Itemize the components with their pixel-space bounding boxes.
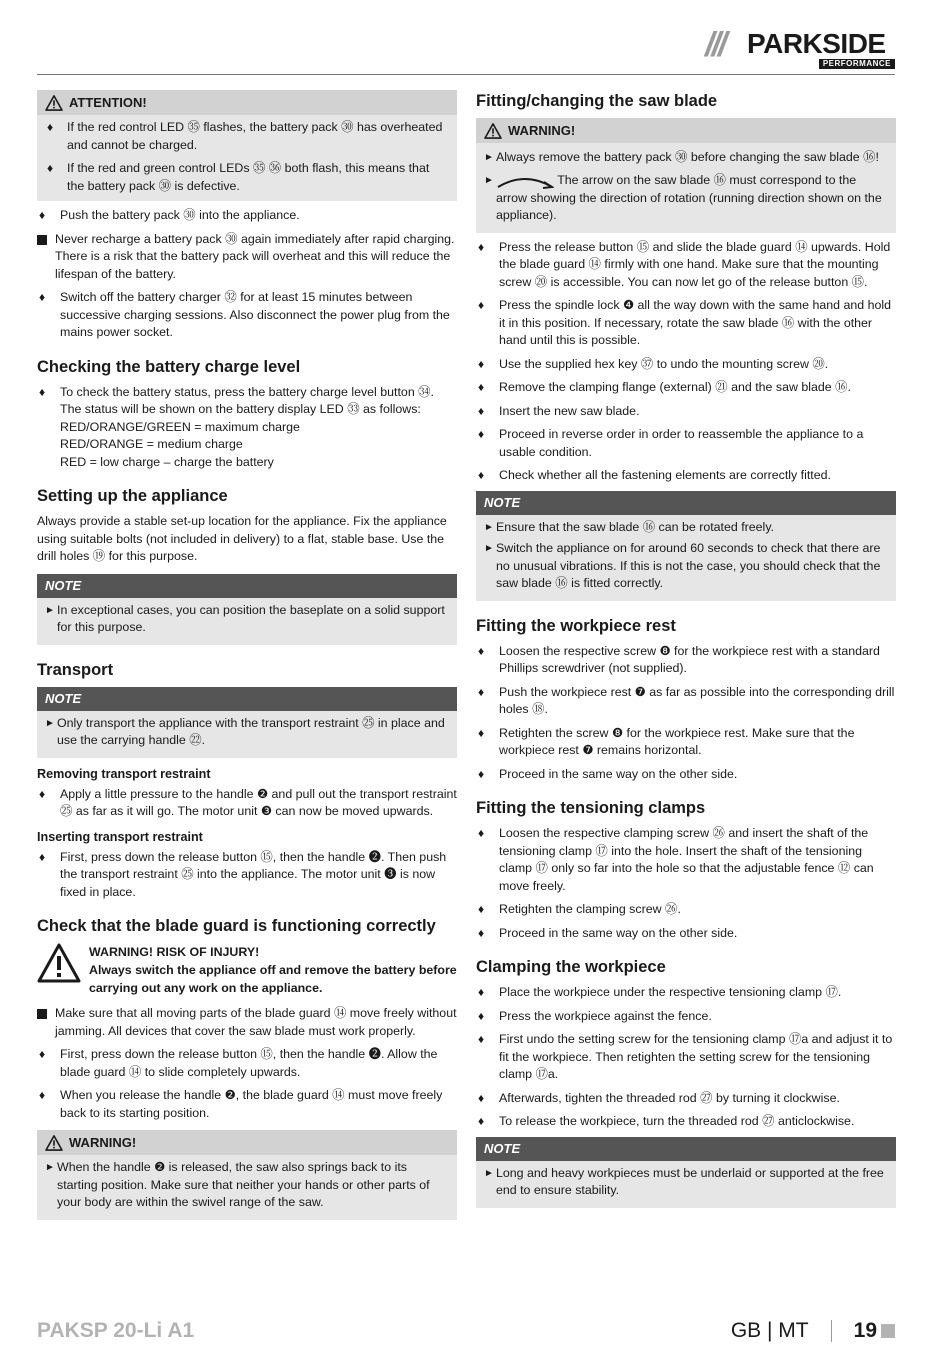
- brand-slashes: ///: [705, 26, 725, 64]
- list-item: [476, 684, 896, 719]
- list-item: [476, 901, 896, 919]
- attention-header: [37, 90, 457, 115]
- list-item: [37, 384, 457, 472]
- arrow-bullet-icon: ►: [45, 1162, 55, 1173]
- subsection-title-removing: Removing transport restraint: [37, 766, 211, 781]
- list-item-text: Push the battery pack ㉚ into the appliance.: [60, 208, 300, 222]
- list-item-text: Press the release button ⑮ and slide the blade guard ⑭ upwards. Hold the blade guard ⑭ firmly with one hand. Make sure that the mounting screw ⑳ is accessible. You can now let go of the release button ⑮.: [499, 239, 891, 289]
- list-item: [45, 1159, 449, 1212]
- note-header: NOTE: [37, 687, 457, 711]
- list-item: [484, 147, 888, 168]
- list-item-text: Apply a little pressure to the handle ❷ and pull out the transport restraint ㉕ as far as it will go. The motor unit ❸ can now be moved upwards.: [60, 786, 457, 818]
- injury-warning-title: WARNING! RISK OF INJURY!: [89, 945, 260, 959]
- list-item-text: Always remove the battery pack ㉚ before changing the saw blade ⑯!: [496, 150, 879, 164]
- diamond-bullet-icon: ♦: [478, 1090, 485, 1105]
- list-item-text: Place the workpiece under the respective tensioning clamp ⑰.: [499, 985, 842, 999]
- warning-triangle-icon: [45, 1135, 63, 1151]
- list-item: [37, 207, 457, 225]
- footer-page-info: [731, 1318, 895, 1344]
- footer-language: GB | MT: [730, 1319, 809, 1342]
- diamond-bullet-icon: ♦: [478, 356, 485, 371]
- section-title-sawblade: Fitting/changing the saw blade: [476, 92, 718, 110]
- section-title-charge: Checking the battery charge level: [37, 357, 301, 376]
- list-item-text: Use the supplied hex key ㊲ to undo the mounting screw ⑳.: [499, 356, 829, 371]
- list-item: [476, 403, 896, 421]
- diamond-bullet-icon: ♦: [478, 1114, 485, 1128]
- list-item: [476, 925, 896, 943]
- list-item: [476, 766, 896, 784]
- diamond-bullet-icon: ♦: [39, 384, 46, 399]
- list-item-text: Remove the clamping flange (external) ㉑ and the saw blade ⑯.: [499, 380, 851, 394]
- diamond-bullet-icon: ♦: [39, 1047, 46, 1061]
- note-header: NOTE: [476, 491, 896, 515]
- diamond-bullet-icon: ♦: [478, 643, 485, 658]
- section-title-clamping: Clamping the workpiece: [476, 958, 666, 976]
- footer-divider: [831, 1320, 832, 1342]
- list-item-text: First, press down the release button ⑮, then the handle ❷. Allow the blade guard ⑭ to slide completely upwards.: [60, 1047, 438, 1079]
- list-item-text: Afterwards, tighten the threaded rod ㉗ by turning it clockwise.: [499, 1090, 840, 1105]
- clamping-note-box: [476, 1137, 896, 1208]
- arrow-bullet-icon: ►: [484, 543, 494, 554]
- right-column: [476, 90, 896, 1214]
- diamond-bullet-icon: ♦: [478, 468, 485, 482]
- square-bullet-icon: [37, 235, 47, 245]
- diamond-bullet-icon: ♦: [478, 403, 485, 418]
- bladeguard-warning-box: [37, 1130, 457, 1220]
- charge-text: To check the battery status, press the battery charge level button ㉞. The status will be shown on the battery display LED ㉝ as follows: RED/ORANGE/GREEN = maximum charge RED/ORANGE = medium charge RED = low charge – charge the battery: [60, 384, 434, 469]
- list-item-text: When the handle ❷ is released, the saw also springs back to its starting position. Make sure that neither your hands or other parts of your body are within the swivel range of the saw.: [57, 1160, 430, 1209]
- header-rule: [37, 74, 895, 75]
- warning-header: [37, 1130, 457, 1155]
- list-item-text: Press the workpiece against the fence.: [499, 1008, 712, 1023]
- list-item: [476, 426, 896, 461]
- list-item-text: If the red control LED ㉟ flashes, the battery pack ㉚ has overheated and cannot be charged.: [67, 120, 443, 152]
- warning-triangle-icon: [37, 943, 81, 983]
- sawblade-note-box: [476, 491, 896, 601]
- subsection-title-inserting: Inserting transport restraint: [37, 829, 203, 844]
- list-item: [476, 825, 896, 895]
- rotation-arrow-icon: [496, 173, 554, 189]
- list-item: [45, 119, 449, 154]
- page-marker-icon: [881, 1324, 895, 1338]
- list-item-text: Long and heavy workpieces must be underlaid or supported at the free end to ensure stability.: [496, 1165, 884, 1197]
- arrow-bullet-icon: ►: [484, 521, 494, 533]
- list-item: [476, 297, 896, 350]
- setup-note-box: [37, 574, 457, 645]
- list-item: [484, 172, 888, 225]
- list-item: [476, 984, 896, 1002]
- note-header: NOTE: [37, 574, 457, 598]
- diamond-bullet-icon: ♦: [39, 1088, 46, 1102]
- list-item: [484, 519, 888, 537]
- diamond-bullet-icon: ♦: [478, 1008, 485, 1023]
- list-item-text: Proceed in the same way on the other side.: [499, 766, 738, 781]
- list-item-text: Push the workpiece rest ❼ as far as possible into the corresponding drill holes ⑱.: [499, 684, 895, 716]
- arrow-bullet-icon: ►: [45, 604, 55, 616]
- list-item: [476, 379, 896, 397]
- list-item: [37, 289, 457, 342]
- setup-text: Always provide a stable set-up location for the appliance. Fix the appliance using suitable bolts (not included in delivery) to a flat, stable base. Use the drill holes ⑲ for this purpose.: [37, 514, 447, 563]
- list-item: [37, 786, 457, 821]
- list-item: [476, 356, 896, 374]
- list-item-text: Ensure that the saw blade ⑯ can be rotated freely.: [496, 519, 775, 534]
- left-column: [37, 90, 457, 1226]
- diamond-bullet-icon: ♦: [39, 208, 46, 222]
- square-bullet-icon: [37, 1009, 47, 1019]
- list-item-text: Make sure that all moving parts of the blade guard ⑭ move freely without jamming. All devices that cover the saw blade must work properly.: [55, 1006, 457, 1038]
- list-item-text: Loosen the respective screw ❽ for the workpiece rest with a standard Phillips screwdriver (not supplied).: [499, 643, 880, 675]
- list-item: [37, 231, 457, 284]
- diamond-bullet-icon: ♦: [39, 290, 46, 304]
- attention-title: ATTENTION!: [69, 95, 147, 110]
- list-item-text: Switch off the battery charger ㉜ for at least 15 minutes between successive charging sessions. Also disconnect the power plug from the mains power socket.: [60, 290, 450, 339]
- list-item-text: Retighten the screw ❽ for the workpiece rest. Make sure that the workpiece rest ❼ remains horizontal.: [499, 725, 855, 757]
- diamond-bullet-icon: ♦: [478, 427, 485, 441]
- arrow-bullet-icon: ►: [484, 152, 494, 163]
- diamond-bullet-icon: ♦: [478, 298, 485, 312]
- warning-title: WARNING!: [69, 1135, 137, 1150]
- note-header: NOTE: [476, 1137, 896, 1161]
- list-item-text: Proceed in the same way on the other side.: [499, 925, 738, 940]
- diamond-bullet-icon: ♦: [478, 725, 485, 740]
- footer-model: PAKSP 20-Li A1: [37, 1319, 195, 1342]
- diamond-bullet-icon: ♦: [478, 684, 485, 699]
- list-item-text: First, press down the release button ⑮, then the handle ❷. Then push the transport restraint ㉕ into the appliance. The motor unit ❸ is now fixed in place.: [60, 849, 447, 899]
- list-item-text: Never recharge a battery pack ㉚ again immediately after rapid charging. There is a risk that the battery pack will overheat and this will reduce the lifespan of the battery.: [55, 231, 455, 281]
- list-item-text: Loosen the respective clamping screw ㉖ and insert the shaft of the tensioning clamp ⑰ into the hole. Insert the shaft of the tensioning clamp ⑰ only so far into the hole so that the adjustable fence ⑫ can move freely.: [499, 826, 874, 893]
- transport-note-box: [37, 687, 457, 758]
- list-item: [476, 1113, 896, 1131]
- warning-title: WARNING!: [508, 123, 576, 138]
- section-title-workpiece-rest: Fitting the workpiece rest: [476, 616, 676, 635]
- arrow-bullet-icon: ►: [484, 1167, 494, 1179]
- list-item: [37, 849, 457, 902]
- diamond-bullet-icon: ♦: [39, 786, 46, 801]
- diamond-bullet-icon: ♦: [478, 380, 485, 394]
- warning-triangle-icon: [484, 123, 502, 139]
- diamond-bullet-icon: ♦: [478, 1032, 485, 1046]
- arrow-bullet-icon: ►: [45, 717, 55, 729]
- list-item-text: Proceed in reverse order in order to reassemble the appliance to a usable condition.: [499, 427, 864, 459]
- list-item: [45, 715, 449, 750]
- list-item: [476, 467, 896, 485]
- list-item-text: Only transport the appliance with the transport restraint ㉕ in place and use the carrying handle ㉒.: [57, 715, 445, 747]
- list-item: [37, 1005, 457, 1040]
- warning-header: [476, 118, 896, 143]
- diamond-bullet-icon: ♦: [39, 849, 46, 864]
- diamond-bullet-icon: ♦: [47, 120, 54, 134]
- section-title-setup: Setting up the appliance: [37, 487, 228, 505]
- section-title-transport: Transport: [37, 660, 114, 679]
- list-item: [476, 1031, 896, 1084]
- list-item-text: To release the workpiece, turn the threaded rod ㉗ anticlockwise.: [499, 1114, 855, 1128]
- diamond-bullet-icon: ♦: [478, 902, 485, 916]
- list-item: [484, 540, 888, 593]
- list-item-text: When you release the handle ❷, the blade guard ⑭ must move freely back to its starting position.: [60, 1088, 443, 1120]
- list-item-text: The arrow on the saw blade ⑯ must correspond to the arrow showing the direction of rotation (running direction shown on the appliance).: [496, 173, 882, 222]
- page-number: 19: [853, 1319, 877, 1342]
- diamond-bullet-icon: ♦: [478, 925, 485, 940]
- list-item: [476, 725, 896, 760]
- diamond-bullet-icon: ♦: [478, 239, 485, 254]
- diamond-bullet-icon: ♦: [478, 985, 485, 999]
- list-item-text: Switch the appliance on for around 60 seconds to check that there are no unusual vibrations. If this is not the case, you should check that the saw blade ⑯ is fitted correctly.: [496, 541, 881, 590]
- list-item-text: In exceptional cases, you can position the baseplate on a solid support for this purpose.: [57, 602, 445, 634]
- list-item-text: First undo the setting screw for the tensioning clamp ⑰a and adjust it to fit the workpiece. Then retighten the setting screw for the tensioning clamp ⑰a.: [499, 1032, 893, 1081]
- section-title-clamps: Fitting the tensioning clamps: [476, 799, 706, 817]
- list-item: [37, 1087, 457, 1122]
- list-item-text: If the red and green control LEDs ㉟ ㊱ both flash, this means that the battery pack ㉚ is defective.: [67, 161, 430, 193]
- attention-box: [37, 90, 457, 201]
- list-item: [476, 1090, 896, 1108]
- list-item-text: Insert the new saw blade.: [499, 403, 640, 418]
- list-item: [476, 643, 896, 678]
- list-item: [45, 160, 449, 195]
- list-item: [476, 1008, 896, 1026]
- list-item: [37, 1046, 457, 1081]
- brand-sub: PERFORMANCE: [819, 59, 895, 69]
- list-item-text: Retighten the clamping screw ㉖.: [499, 902, 681, 916]
- brand-logo: [705, 28, 895, 70]
- brand-name: PARKSIDE: [747, 28, 886, 59]
- list-item: [476, 239, 896, 292]
- sawblade-warning-box: [476, 118, 896, 233]
- list-item-text: Check whether all the fastening elements are correctly fitted.: [499, 468, 831, 482]
- section-title-bladeguard: Check that the blade guard is functioning correctly: [37, 917, 436, 935]
- injury-warning: [37, 943, 457, 997]
- diamond-bullet-icon: ♦: [478, 826, 485, 840]
- diamond-bullet-icon: ♦: [47, 161, 54, 175]
- diamond-bullet-icon: ♦: [478, 766, 485, 781]
- injury-warning-text: Always switch the appliance off and remove the battery before carrying out any work on the appliance.: [89, 963, 457, 995]
- arrow-bullet-icon: ►: [484, 175, 494, 186]
- list-item-text: Press the spindle lock ❹ all the way down with the same hand and hold it in this position. If necessary, rotate the saw blade ⑯ with the other hand until this is possible.: [499, 298, 891, 347]
- list-item: [45, 602, 449, 637]
- list-item: [484, 1165, 888, 1200]
- warning-triangle-icon: [45, 95, 63, 111]
